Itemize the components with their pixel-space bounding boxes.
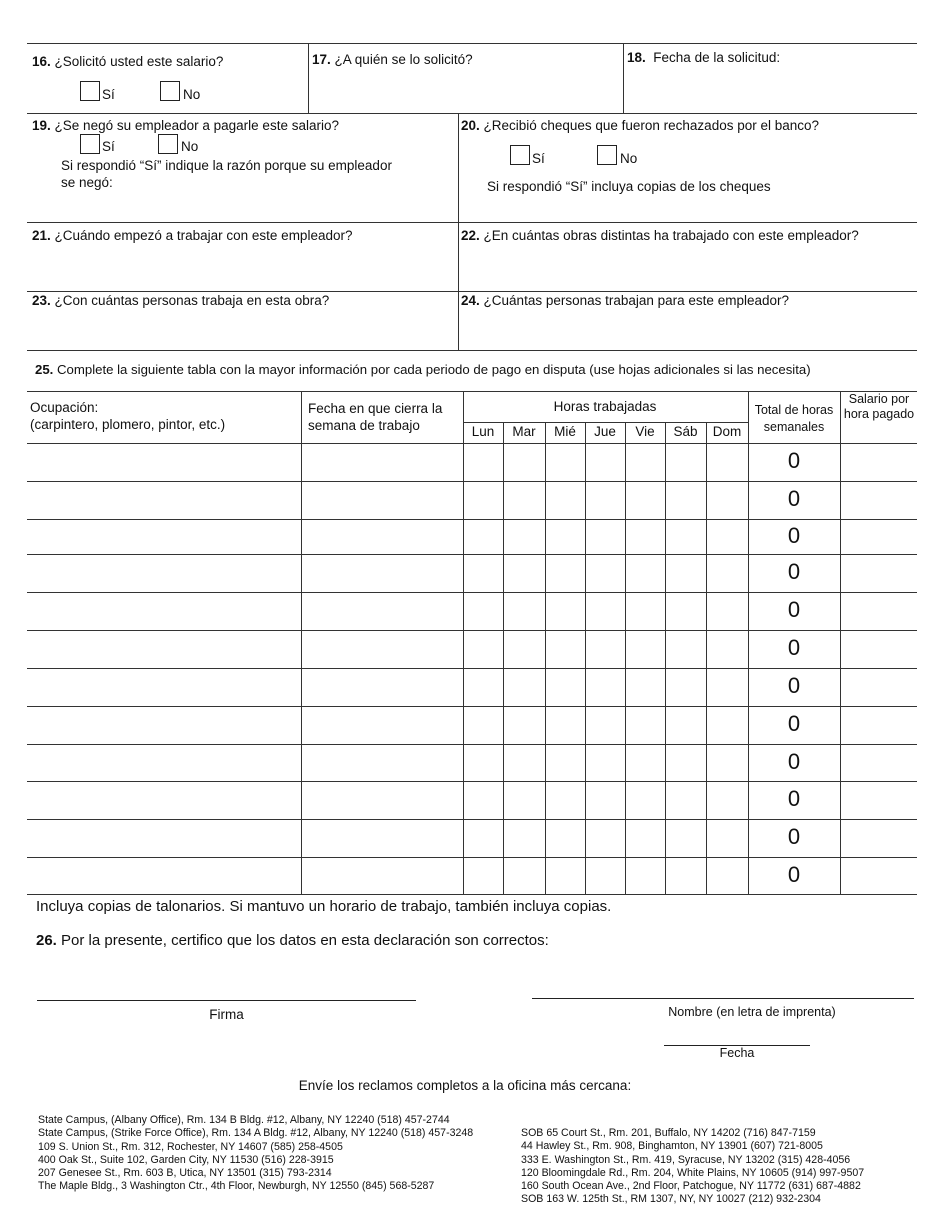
total-hours-cell: 0 xyxy=(787,635,801,660)
day-header-5: Sáb xyxy=(673,424,698,439)
question-23 xyxy=(32,292,329,309)
hourly-wage-header: Salario por hora pagado xyxy=(843,392,915,421)
total-hours-cell: 0 xyxy=(787,861,801,887)
form-row-line xyxy=(27,113,917,114)
table-row-line xyxy=(27,706,917,707)
table-col-line xyxy=(840,391,841,894)
question-23-text: ¿Con cuántas personas trabaja en esta obra? xyxy=(54,293,330,308)
question-25-text: Complete la siguiente tabla con la mayor información por cada periodo de pago en disputa (use hojas adicionales si las necesita) xyxy=(57,362,811,377)
question-16-number: 16. xyxy=(32,54,51,69)
office-address: State Campus, (Albany Office), Rm. 134 B Bldg. #12, Albany, NY 12240 (518) 457-2744 xyxy=(38,1114,450,1126)
day-header-0: Lun xyxy=(471,424,495,439)
table-header-bottom-line xyxy=(27,443,917,444)
question-22-number: 22. xyxy=(461,228,480,243)
question-21-number: 21. xyxy=(32,228,51,243)
question-20-text: ¿Recibió cheques que fueron rechazados por el banco? xyxy=(483,118,820,133)
question-16-text: ¿Solicitó usted este salario? xyxy=(54,54,224,69)
table-row-line xyxy=(27,592,917,593)
office-address: 160 South Ocean Ave., 2nd Floor, Patchogue, NY 11772 (631) 687-4882 xyxy=(521,1180,861,1193)
form-col-line xyxy=(623,43,624,113)
question-18 xyxy=(627,49,780,66)
q16-no-checkbox[interactable] xyxy=(160,81,180,101)
occupation-header-sub: (carpintero, plomero, pintor, etc.) xyxy=(30,417,226,432)
total-hours-cell: 0 xyxy=(787,597,801,622)
form-row-line xyxy=(27,222,917,223)
question-19-number: 19. xyxy=(32,118,51,133)
day-header-6: Dom xyxy=(712,424,742,439)
question-18-text: Fecha de la solicitud: xyxy=(653,50,781,65)
table-row-line xyxy=(27,819,917,820)
table-top-line xyxy=(27,391,917,392)
question-26 xyxy=(36,932,549,949)
office-address: 400 Oak St., Suite 102, Garden City, NY 11530 (516) 228-3915 xyxy=(38,1153,334,1166)
day-header-1: Mar xyxy=(512,424,536,439)
form-top-line xyxy=(27,43,917,44)
table-row-line xyxy=(27,857,917,858)
day-header-3: Jue xyxy=(594,424,616,439)
q16-no-label: No xyxy=(183,87,201,102)
q19-no-label: No xyxy=(181,139,199,154)
day-header-2: Mié xyxy=(554,424,576,439)
table-row-line xyxy=(27,554,917,555)
table-day-col-line xyxy=(503,422,504,894)
table-row-line xyxy=(27,744,917,745)
office-address: SOB 163 W. 125th St., RM 1307, NY, NY 10027 (212) 932-2304 xyxy=(521,1193,821,1206)
table-row-line xyxy=(27,481,917,482)
q19-yes-label: Sí xyxy=(102,139,115,154)
question-24-text: ¿Cuántas personas trabajan para este empleador? xyxy=(483,293,789,308)
form-col-line xyxy=(458,113,459,350)
total-hours-cell: 0 xyxy=(787,448,801,473)
question-20-note: Si respondió “Sí” incluya copias de los cheques xyxy=(487,179,771,194)
week-end-header: Fecha en que cierra la semana de trabajo xyxy=(308,401,443,433)
signature-label: Firma xyxy=(209,1007,244,1022)
office-address: State Campus, (Strike Force Office), Rm. 134 A Bldg. #12, Albany, NY 12240 (518) 457-3248 xyxy=(38,1127,474,1140)
form-row-line xyxy=(27,350,917,351)
q20-yes-label: Sí xyxy=(532,151,545,166)
question-25-number: 25. xyxy=(35,362,54,377)
question-24-number: 24. xyxy=(461,293,480,308)
table-row-line xyxy=(27,894,917,895)
question-17-number: 17. xyxy=(312,52,331,67)
question-17-text: ¿A quién se lo solicitó? xyxy=(334,52,473,67)
question-22-text: ¿En cuántas obras distintas ha trabajado con este empleador? xyxy=(483,228,859,243)
office-address: 109 S. Union St., Rm. 312, Rochester, NY 14607 (585) 258-4505 xyxy=(38,1140,343,1153)
total-hours-cell: 0 xyxy=(787,522,801,548)
question-19-text: ¿Se negó su empleador a pagarle este salario? xyxy=(54,118,339,133)
total-hours-cell: 0 xyxy=(787,748,801,774)
date-label: Fecha xyxy=(719,1046,755,1060)
day-header-4: Vie xyxy=(635,424,655,439)
office-address: 120 Bloomingdale Rd., Rm. 204, White Plains, NY 10605 (914) 997-9507 xyxy=(521,1166,865,1179)
question-16 xyxy=(32,53,223,70)
table-day-col-line xyxy=(706,422,707,894)
question-22 xyxy=(461,227,859,244)
total-hours-header: Total de horas semanales xyxy=(754,403,834,434)
office-address: The Maple Bldg., 3 Washington Ctr., 4th Floor, Newburgh, NY 12550 (845) 568-5287 xyxy=(38,1180,435,1193)
question-18-number: 18. xyxy=(627,50,646,65)
question-17 xyxy=(312,51,473,68)
question-19-note: Si respondió “Sí” indique la razón porque su empleador se negó: xyxy=(61,158,392,190)
total-hours-cell: 0 xyxy=(787,673,801,698)
table-col-line xyxy=(748,391,749,894)
question-19 xyxy=(32,117,339,134)
total-hours-cell: 0 xyxy=(787,711,801,736)
printed-name-line[interactable] xyxy=(532,998,914,999)
question-26-text: Por la presente, certifico que los datos en esta declaración son correctos: xyxy=(61,932,549,949)
hours-worked-header: Horas trabajadas xyxy=(553,399,657,414)
offices-left xyxy=(38,1114,473,1194)
office-address: 44 Hawley St., Rm. 908, Binghamton, NY 13901 (607) 721-8005 xyxy=(521,1140,823,1153)
total-hours-cell: 0 xyxy=(787,486,801,511)
printed-name-label: Nombre (en letra de imprenta) xyxy=(668,1005,836,1019)
table-col-line xyxy=(463,391,464,894)
table-row-line xyxy=(27,630,917,631)
q19-yes-checkbox[interactable] xyxy=(80,134,100,154)
table-day-col-line xyxy=(585,422,586,894)
table-day-col-line xyxy=(665,422,666,894)
question-23-number: 23. xyxy=(32,293,51,308)
q16-yes-label: Sí xyxy=(102,87,115,102)
occupation-header xyxy=(30,399,225,433)
office-address: SOB 65 Court St., Rm. 201, Buffalo, NY 14202 (716) 847-7159 xyxy=(521,1127,816,1139)
question-24 xyxy=(461,292,789,309)
q20-no-label: No xyxy=(620,151,638,166)
send-to-heading: Envíe los reclamos completos a la oficina más cercana: xyxy=(298,1078,632,1093)
office-address: 333 E. Washington St., Rm. 419, Syracuse, NY 13202 (315) 428-4056 xyxy=(521,1153,851,1166)
question-20 xyxy=(461,117,819,134)
question-21-text: ¿Cuándo empezó a trabajar con este empleador? xyxy=(54,228,353,243)
table-row-line xyxy=(27,519,917,520)
signature-line[interactable] xyxy=(37,1000,416,1001)
q20-no-checkbox[interactable] xyxy=(597,145,617,165)
form-col-line xyxy=(308,43,309,113)
table-day-col-line xyxy=(625,422,626,894)
question-21 xyxy=(32,227,352,244)
table-row-line xyxy=(27,668,917,669)
q19-no-checkbox[interactable] xyxy=(158,134,178,154)
question-25 xyxy=(35,361,811,378)
table-col-line xyxy=(301,391,302,894)
question-26-number: 26. xyxy=(36,932,57,949)
total-hours-cell: 0 xyxy=(787,786,801,811)
office-address: 207 Genesee St., Rm. 603 B, Utica, NY 13501 (315) 793-2314 xyxy=(38,1167,332,1180)
question-20-number: 20. xyxy=(461,118,480,133)
total-hours-cell: 0 xyxy=(787,559,801,584)
table-day-col-line xyxy=(545,422,546,894)
table-row-line xyxy=(27,781,917,782)
total-hours-cell: 0 xyxy=(787,824,801,849)
stubs-note: Incluya copias de talonarios. Si mantuvo un horario de trabajo, también incluya copias. xyxy=(36,898,612,915)
q20-yes-checkbox[interactable] xyxy=(510,145,530,165)
offices-right xyxy=(521,1127,864,1207)
occupation-header-label: Ocupación: xyxy=(30,400,99,415)
q16-yes-checkbox[interactable] xyxy=(80,81,100,101)
